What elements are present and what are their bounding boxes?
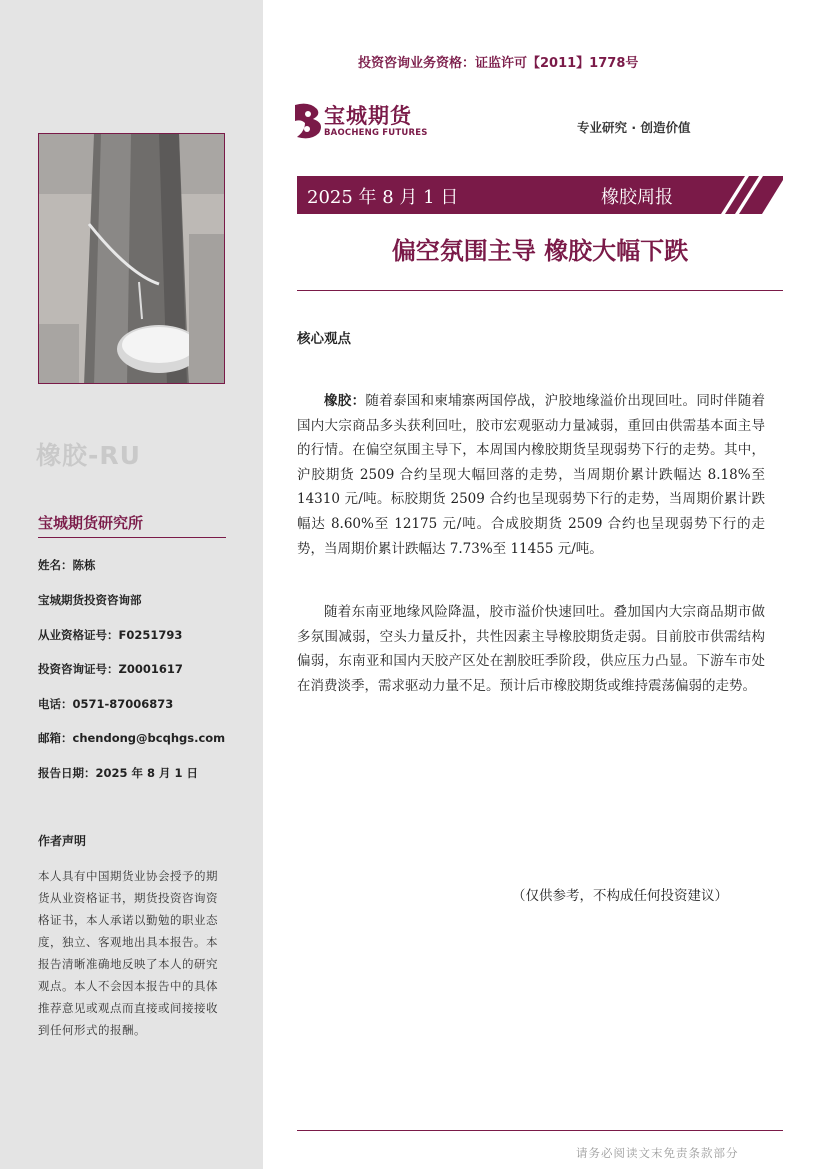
statement-body: 本人具有中国期货业协会授予的期货从业资格证书，期货投资咨询资格证书，本人承诺以勤勉的职业态度，独立、客观地出具本报告。本报告清晰准确地反映了本人的研究观点。本人不会因本报告中的具体推荐意见或观点而直接或间接接收到任何形式的报酬。 <box>38 869 218 1037</box>
paragraph-1 <box>297 389 765 561</box>
report-date: 报告日期：2025 年 8 月 1 日 <box>38 766 199 780</box>
statement-title: 作者声明 <box>38 834 87 848</box>
sidebar <box>0 0 263 1169</box>
paragraph-2-text: 随着东南亚地缘风险降温，胶市溢价快速回吐。叠加国内大宗商品期市做多氛围减弱，空头力量反扑，共性因素主导橡胶期货走弱。目前胶市供需结构偏弱，东南亚和国内天胶产区处在割胶旺季阶段，供应压力凸显。下游车市处在消费淡季，需求驱动力量不足。预计后市橡胶期货或维持震荡偏弱的走势。 <box>297 604 765 694</box>
license-number: 从业资格证号：F0251793 <box>38 628 183 642</box>
consulting-number: 投资咨询证号：Z0001617 <box>38 662 183 676</box>
report-type: 橡胶周报 <box>601 187 673 208</box>
department: 宝城期货投资咨询部 <box>38 593 142 607</box>
phone: 电话：0571-87006873 <box>38 697 174 711</box>
footer-note: 请务必阅读文末免责条款部分 <box>576 1146 739 1160</box>
institute-divider <box>38 537 226 538</box>
paragraph-1-lead: 橡胶： <box>324 393 366 409</box>
slogan: 专业研究 · 创造价值 <box>577 120 691 135</box>
rubber-tapping-photo <box>38 133 225 384</box>
paragraph-2 <box>297 600 765 698</box>
logo-chinese: 宝城期货 <box>324 103 412 128</box>
rubber-tree-image <box>39 134 225 384</box>
advice-disclaimer: （仅供参考，不构成任何投资建议） <box>512 888 728 904</box>
footer-divider <box>297 1130 783 1131</box>
section-title: 核心观点 <box>297 331 351 347</box>
report-date-banner: 2025 年 8 月 1 日 <box>307 187 459 208</box>
logo-english: BAOCHENG FUTURES <box>324 128 428 138</box>
institute-name: 宝城期货研究所 <box>38 514 144 532</box>
headline: 偏空氛围主导 橡胶大幅下跌 <box>391 237 689 265</box>
qualification-line: 投资咨询业务资格：证监许可【2011】1778号 <box>358 56 639 71</box>
paragraph-1-text: 随着泰国和柬埔寨两国停战，沪胶地缘溢价出现回吐。同时伴随着国内大宗商品多头获利回吐，胶市宏观驱动力量减弱，重回由供需基本面主导的行情。在偏空氛围主导下，本周国内橡胶期货呈现弱势下行的走势。其中，沪胶期货 2509 合约呈现大幅回落的走势，当周期价累计跌幅达 8.18%至 14310 元/吨。标胶期货 2509 合约也呈现弱势下行的走势，当周期价累计跌幅达 8.60%至 12175 元/吨。合成胶期货 2509 合约也呈现弱势下行的走势，当周期价累计跌幅达 7.73%至 11455 元/吨。 <box>297 393 766 557</box>
author-name: 姓名：陈栋 <box>38 558 96 572</box>
email: 邮箱：chendong@bcqhgs.com <box>38 731 226 745</box>
section-code: 橡胶-RU <box>36 441 141 470</box>
headline-divider <box>297 290 783 291</box>
